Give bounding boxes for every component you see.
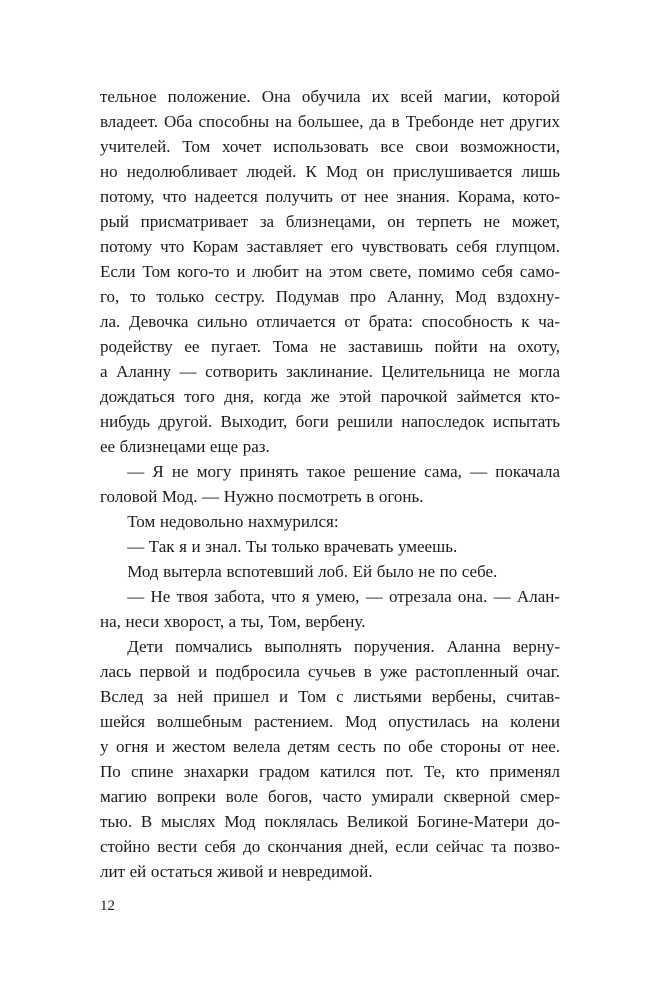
paragraph: [100, 534, 560, 559]
text-line: а Аланну — сотворить заклинание. Целительница не могла: [100, 362, 560, 381]
text-line: стойно вести себя до скончания дней, если сейчас та позво-: [100, 837, 560, 856]
paragraph: [100, 559, 560, 584]
text-block: [100, 84, 560, 884]
text-line: ее близнецами еще раз.: [100, 437, 270, 456]
text-line: магию вопреки воле богов, часто умирали скверной смер-: [100, 787, 560, 806]
text-line: родейству ее пугает. Тома не заставишь пойти на охоту,: [100, 337, 560, 356]
text-line: тельное положение. Она обучила их всей магии, которой: [100, 87, 560, 106]
text-line: Мод вытерла вспотевший лоб. Ей было не по себе.: [127, 562, 498, 581]
text-line: тью. В мыслях Мод поклялась Великой Богине-Матери до-: [100, 812, 560, 831]
text-line: у огня и жестом велела детям сесть по обе стороны от нее.: [100, 737, 560, 756]
paragraph: [100, 584, 560, 634]
paragraph: [100, 509, 560, 534]
text-line: дождаться того дня, когда же этой парочкой займется кто-: [100, 387, 560, 406]
text-line: лась первой и подбросила сучьев в уже растопленный очаг.: [100, 662, 560, 681]
text-line: Вслед за ней пришел и Том с листьями вербены, считав-: [100, 687, 560, 706]
text-line: Дети помчались выполнять поручения. Аланна верну-: [127, 637, 560, 656]
text-line: владеет. Оба способны на большее, да в Требонде нет других: [100, 112, 560, 131]
text-line: го, то только сестру. Подумав про Аланну, Мод вздохну-: [100, 287, 560, 306]
text-line: на, неси хворост, а ты, Том, вербену.: [100, 612, 366, 631]
text-line: По спине знахарки градом катился пот. Те, кто применял: [100, 762, 560, 781]
text-line: Том недовольно нахмурился:: [127, 512, 339, 531]
text-line: потому что Корам заставляет его чувствовать себя глупцом.: [100, 237, 560, 256]
text-line: — Не твоя забота, что я умею, — отрезала она. — Алан-: [127, 587, 560, 606]
paragraph: [100, 634, 560, 884]
page-number: 12: [100, 898, 115, 914]
paragraph: [100, 84, 560, 459]
text-line: учителей. Том хочет использовать все свои возможности,: [100, 137, 560, 156]
text-line: головой Мод. — Нужно посмотреть в огонь.: [100, 487, 424, 506]
paragraph: [100, 459, 560, 509]
text-line: — Я не могу принять такое решение сама, — покачала: [127, 462, 560, 481]
text-line: Если Том кого-то и любит на этом свете, помимо себя само-: [100, 262, 560, 281]
text-line: — Так я и знал. Ты только врачевать умеешь.: [127, 537, 458, 556]
text-line: шейся волшебным растением. Мод опустилась на колени: [100, 712, 560, 731]
text-line: нибудь другой. Выходит, боги решили напоследок испытать: [100, 412, 560, 431]
text-line: ла. Девочка сильно отличается от брата: способность к ча-: [100, 312, 560, 331]
text-line: рый присматривает за близнецами, он терпеть не может,: [100, 212, 560, 231]
text-line: но недолюбливает людей. К Мод он прислушивается лишь: [100, 162, 560, 181]
text-line: лит ей остаться живой и невредимой.: [100, 862, 373, 881]
text-line: потому, что надеется получить от нее знания. Корама, кото-: [100, 187, 560, 206]
